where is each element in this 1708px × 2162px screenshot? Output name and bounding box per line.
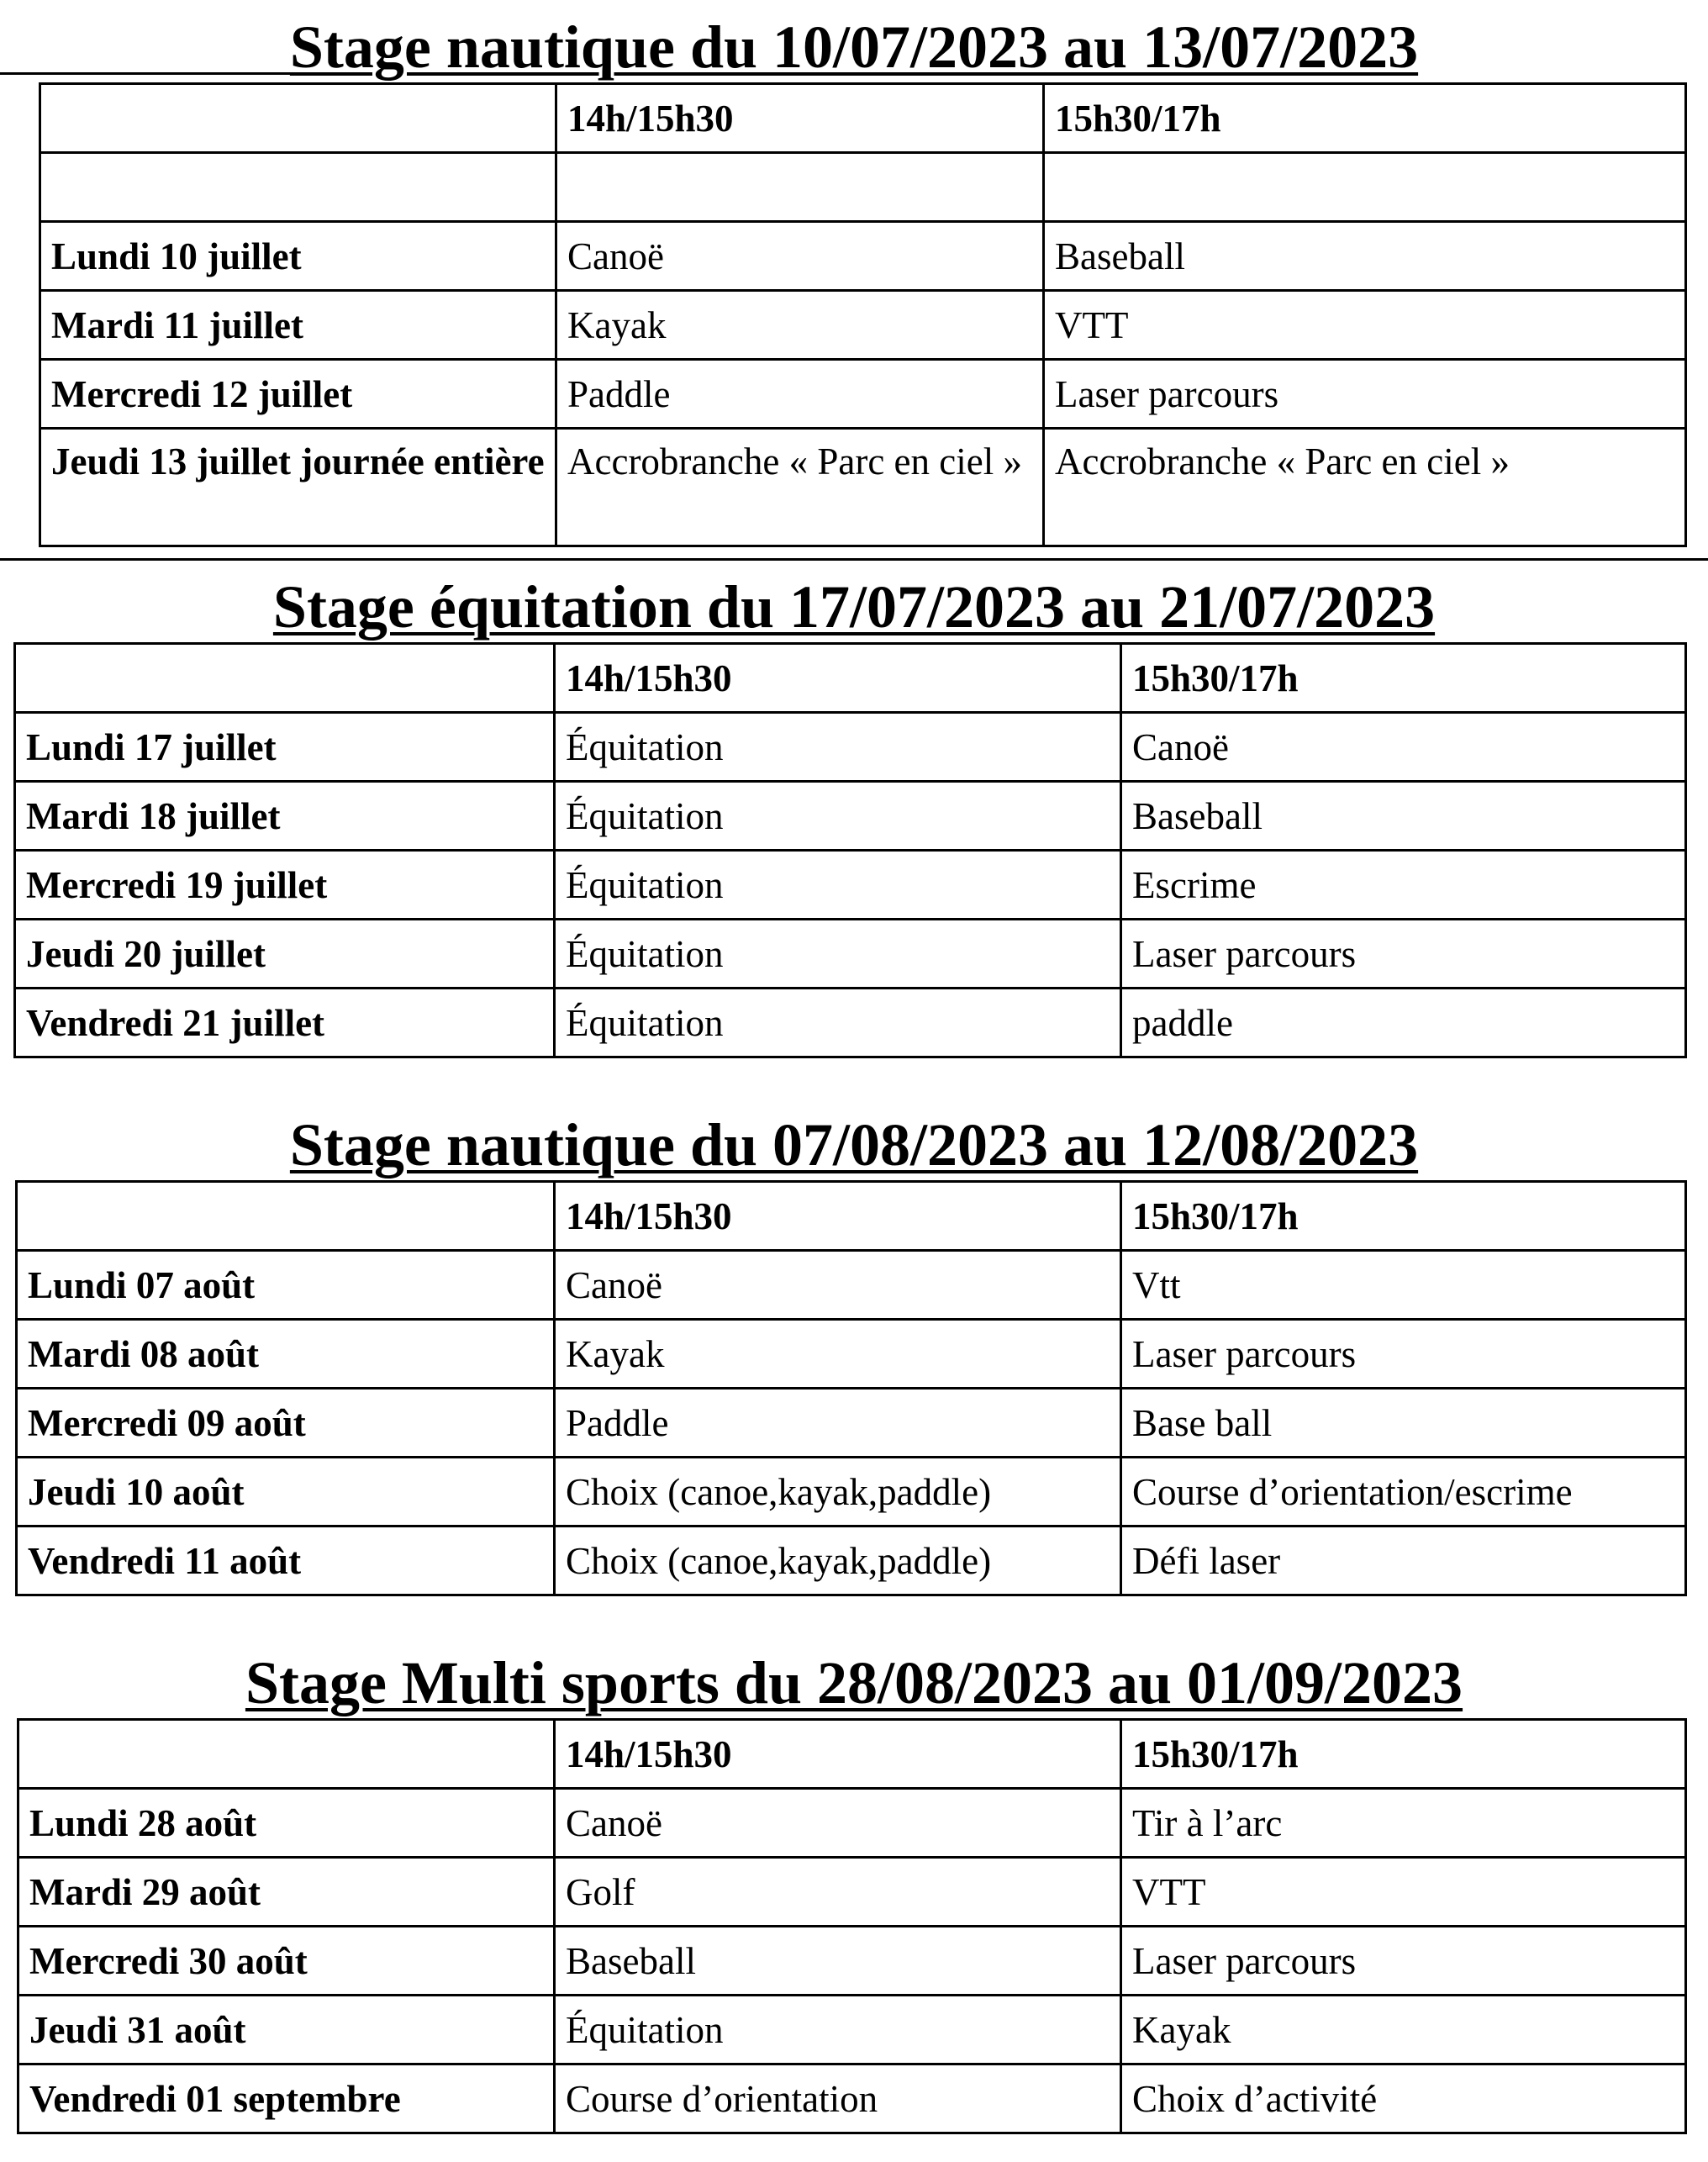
section-divider-rule [0,558,1708,561]
day-cell: Mardi 18 juillet [15,782,555,851]
day-cell: Mardi 11 juillet [40,291,556,360]
activity-cell-slot1: Course d’orientation [555,2064,1121,2133]
activity-cell-slot1: Équitation [555,782,1121,851]
header-cell-day [40,84,556,153]
section-title [0,1111,1708,1179]
activity-cell-slot1: Équitation [555,989,1121,1057]
header-cell-slot1: 14h/15h30 [555,1182,1121,1251]
day-cell: Mercredi 09 août [17,1389,555,1458]
day-cell: Lundi 17 juillet [15,713,555,782]
table-row [17,1458,1686,1527]
activity-cell-slot1: Canoë [556,222,1044,291]
activity-cell-slot2: Escrime [1121,851,1686,920]
day-cell: Mercredi 30 août [18,1927,555,1996]
activity-cell-slot1 [556,153,1044,222]
header-cell-day [17,1182,555,1251]
header-cell-day [18,1720,555,1789]
day-cell: Mardi 29 août [18,1858,555,1927]
activity-cell-slot2: Base ball [1121,1389,1686,1458]
table-row [17,1320,1686,1389]
table-row [40,153,1686,222]
activity-cell-slot2: Choix d’activité [1121,2064,1686,2133]
header-cell-day [15,644,555,713]
activity-cell-slot1: Baseball [555,1927,1121,1996]
header-cell-slot2: 15h30/17h [1121,1182,1686,1251]
section-title-text: Stage nautique du 10/07/2023 au 13/07/2023 [289,13,1419,81]
section-title-text: Stage nautique du 07/08/2023 au 12/08/2023 [289,1111,1419,1179]
activity-cell-slot2: Baseball [1121,782,1686,851]
table-row [18,1927,1686,1996]
activity-cell-slot2: Laser parcours [1121,1927,1686,1996]
table-row [15,851,1686,920]
day-cell: Mardi 08 août [17,1320,555,1389]
day-cell [40,153,556,222]
activity-cell-slot1: Canoë [555,1251,1121,1320]
activity-cell-slot2: Tir à l’arc [1121,1789,1686,1858]
table-row [18,1996,1686,2064]
day-cell: Vendredi 01 septembre [18,2064,555,2133]
activity-cell-slot2 [1044,153,1686,222]
table-row [17,1389,1686,1458]
section-title [0,13,1708,81]
activity-cell-slot2: Laser parcours [1044,360,1686,429]
table-row [15,713,1686,782]
section-title-text: Stage Multi sports du 28/08/2023 au 01/09/2023 [245,1649,1463,1716]
activity-cell-slot2: Baseball [1044,222,1686,291]
schedule-table [13,642,1687,1058]
activity-cell-slot2: Accrobranche « Parc en ciel » [1044,429,1686,546]
activity-cell-slot1: Golf [555,1858,1121,1927]
day-cell: Lundi 10 juillet [40,222,556,291]
day-cell: Jeudi 10 août [17,1458,555,1527]
activity-cell-slot1: Choix (canoe,kayak,paddle) [555,1527,1121,1595]
activity-cell-slot2: Laser parcours [1121,1320,1686,1389]
table-row [15,989,1686,1057]
activity-cell-slot2: Vtt [1121,1251,1686,1320]
header-cell-slot1: 14h/15h30 [555,644,1121,713]
activity-cell-slot1: Accrobranche « Parc en ciel » [556,429,1044,546]
day-cell: Jeudi 20 juillet [15,920,555,989]
day-cell: Lundi 28 août [18,1789,555,1858]
activity-cell-slot1: Kayak [556,291,1044,360]
header-row [17,1182,1686,1251]
activity-cell-slot1: Équitation [555,851,1121,920]
table-row [18,2064,1686,2133]
activity-cell-slot1: Équitation [555,713,1121,782]
section-title-text: Stage équitation du 17/07/2023 au 21/07/2023 [272,573,1436,641]
activity-cell-slot2: Défi laser [1121,1527,1686,1595]
table-row [40,291,1686,360]
table-row [17,1251,1686,1320]
day-cell: Vendredi 21 juillet [15,989,555,1057]
section-title [0,1649,1708,1716]
table-row [15,782,1686,851]
activity-cell-slot2: paddle [1121,989,1686,1057]
table-row [18,1789,1686,1858]
activity-cell-slot2: Laser parcours [1121,920,1686,989]
activity-cell-slot2: Course d’orientation/escrime [1121,1458,1686,1527]
activity-cell-slot1: Paddle [555,1389,1121,1458]
table-row [40,360,1686,429]
activity-cell-slot2: VTT [1044,291,1686,360]
table-row [15,920,1686,989]
activity-cell-slot2: VTT [1121,1858,1686,1927]
activity-cell-slot1: Équitation [555,920,1121,989]
section-title [0,573,1708,641]
table-row [40,222,1686,291]
day-cell: Jeudi 31 août [18,1996,555,2064]
activity-cell-slot1: Paddle [556,360,1044,429]
header-cell-slot2: 15h30/17h [1121,644,1686,713]
header-row [40,84,1686,153]
activity-cell-slot1: Choix (canoe,kayak,paddle) [555,1458,1121,1527]
activity-cell-slot2: Canoë [1121,713,1686,782]
table-row [40,429,1686,546]
header-row [15,644,1686,713]
day-cell: Mercredi 19 juillet [15,851,555,920]
activity-cell-slot1: Équitation [555,1996,1121,2064]
activity-cell-slot1: Kayak [555,1320,1121,1389]
header-cell-slot2: 15h30/17h [1044,84,1686,153]
schedule-table [15,1180,1687,1596]
header-row [18,1720,1686,1789]
day-cell: Vendredi 11 août [17,1527,555,1595]
activity-cell-slot1: Canoë [555,1789,1121,1858]
schedule-table [39,82,1687,547]
day-cell: Mercredi 12 juillet [40,360,556,429]
day-cell: Lundi 07 août [17,1251,555,1320]
day-cell: Jeudi 13 juillet journée entière [40,429,556,546]
header-cell-slot1: 14h/15h30 [555,1720,1121,1789]
header-cell-slot1: 14h/15h30 [556,84,1044,153]
table-row [17,1527,1686,1595]
table-row [18,1858,1686,1927]
activity-cell-slot2: Kayak [1121,1996,1686,2064]
schedule-table [17,1718,1687,2134]
header-cell-slot2: 15h30/17h [1121,1720,1686,1789]
